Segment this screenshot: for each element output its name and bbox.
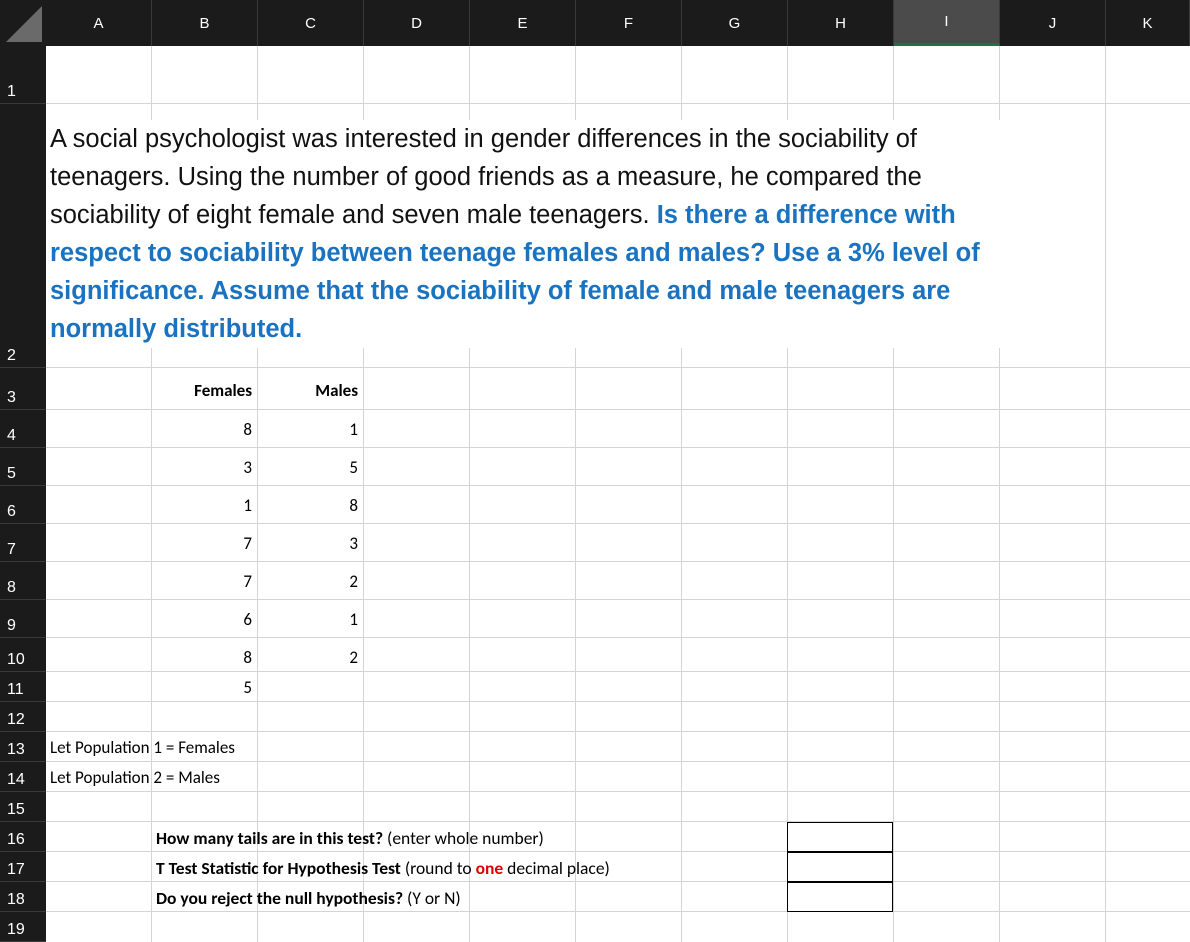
row-gridline — [46, 761, 1190, 762]
question-reject-null[interactable] — [156, 887, 461, 909]
row-gridline — [46, 851, 1190, 852]
population-1-label[interactable]: Let Population 1 = Females — [50, 737, 235, 758]
male-value-cell[interactable]: 1 — [349, 609, 358, 630]
female-value-cell[interactable]: 1 — [243, 495, 252, 516]
male-value-cell[interactable]: 1 — [349, 419, 358, 440]
row-gridline — [46, 523, 1190, 524]
row-gridline — [46, 447, 1190, 448]
male-value-cell[interactable]: 2 — [349, 571, 358, 592]
answer-test-statistic-input[interactable] — [787, 852, 893, 882]
row-header-5[interactable]: 5 — [0, 448, 46, 486]
column-header-e[interactable]: E — [470, 0, 576, 46]
row-header-14[interactable]: 14 — [0, 762, 46, 792]
column-header-d[interactable]: D — [364, 0, 470, 46]
column-gridline — [1105, 46, 1106, 942]
select-all-triangle-icon — [0, 0, 46, 46]
column-header-g[interactable]: G — [682, 0, 788, 46]
row-header-3[interactable]: 3 — [0, 368, 46, 410]
row-header-11[interactable]: 11 — [0, 672, 46, 702]
question-test-statistic[interactable] — [156, 857, 610, 879]
row-gridline — [46, 911, 1190, 912]
row-gridline — [46, 367, 1190, 368]
question-test-statistic-hint-pre: (round to — [400, 857, 476, 879]
row-header-18[interactable]: 18 — [0, 882, 46, 912]
row-header-10[interactable]: 10 — [0, 638, 46, 672]
female-value-cell[interactable]: 3 — [243, 457, 252, 478]
row-gridline — [46, 485, 1190, 486]
male-value-cell[interactable]: 3 — [349, 533, 358, 554]
row-header-8[interactable]: 8 — [0, 562, 46, 600]
row-gridline — [46, 561, 1190, 562]
row-gridline — [46, 791, 1190, 792]
question-tails-bold: How many tails are in this test? — [156, 827, 384, 849]
answer-reject-null-input[interactable] — [787, 882, 893, 912]
male-value-cell[interactable]: 8 — [349, 495, 358, 516]
population-2-label[interactable]: Let Population 2 = Males — [50, 767, 220, 788]
column-header-b[interactable]: B — [152, 0, 258, 46]
row-gridline — [46, 599, 1190, 600]
column-header-a[interactable]: A — [46, 0, 152, 46]
row-header-13[interactable]: 13 — [0, 732, 46, 762]
row-header-6[interactable]: 6 — [0, 486, 46, 524]
row-header-2[interactable]: 2 — [0, 104, 46, 368]
header-males[interactable]: Males — [315, 380, 358, 401]
row-gridline — [46, 637, 1190, 638]
question-test-statistic-bold: T Test Statistic for Hypothesis Test — [156, 857, 401, 879]
female-value-cell[interactable]: 8 — [243, 647, 252, 668]
row-header-9[interactable]: 9 — [0, 600, 46, 638]
question-test-statistic-hint-red: one — [475, 857, 504, 879]
row-gridline — [46, 671, 1190, 672]
question-tails-hint: (enter whole number) — [383, 827, 544, 849]
row-header-7[interactable]: 7 — [0, 524, 46, 562]
column-header-f[interactable]: F — [576, 0, 682, 46]
row-header-1[interactable]: 1 — [0, 46, 46, 104]
row-gridline — [46, 409, 1190, 410]
row-header-17[interactable]: 17 — [0, 852, 46, 882]
answer-tails-input[interactable] — [787, 822, 893, 852]
row-gridline — [46, 821, 1190, 822]
female-value-cell[interactable]: 5 — [243, 677, 252, 698]
question-reject-null-hint: (Y or N) — [403, 887, 461, 909]
problem-text: A social psychologist was interested in gender differences in the sociability of teenagers. Using the number of good friends as a measure, he compared the sociability of eight female and seven male teenagers. — [50, 125, 922, 229]
female-value-cell[interactable]: 6 — [243, 609, 252, 630]
female-value-cell[interactable]: 8 — [243, 419, 252, 440]
row-gridline — [46, 881, 1190, 882]
select-all-corner[interactable] — [0, 0, 46, 46]
row-header-4[interactable]: 4 — [0, 410, 46, 448]
row-header-12[interactable]: 12 — [0, 702, 46, 732]
row-gridline — [46, 701, 1190, 702]
header-females[interactable]: Females — [194, 380, 252, 401]
column-header-c[interactable]: C — [258, 0, 364, 46]
male-value-cell[interactable]: 5 — [349, 457, 358, 478]
row-header-16[interactable]: 16 — [0, 822, 46, 852]
column-header-i[interactable]: I — [894, 0, 1000, 46]
question-tails[interactable] — [156, 827, 544, 849]
problem-statement — [50, 120, 1000, 348]
male-value-cell[interactable]: 2 — [349, 647, 358, 668]
question-reject-null-bold: Do you reject the null hypothesis? — [156, 887, 404, 909]
row-gridline — [46, 103, 1190, 104]
column-header-k[interactable]: K — [1106, 0, 1190, 46]
row-header-19[interactable]: 19 — [0, 912, 46, 942]
column-header-h[interactable]: H — [788, 0, 894, 46]
problem-question: Is there a difference with respect to sociability between teenage females and males? Use a 3% level of significance. Assume that the sociability of female and male teenagers are normally distributed. — [50, 201, 980, 343]
female-value-cell[interactable]: 7 — [243, 533, 252, 554]
question-test-statistic-hint-post: decimal place) — [503, 857, 610, 879]
column-header-j[interactable]: J — [1000, 0, 1106, 46]
female-value-cell[interactable]: 7 — [243, 571, 252, 592]
row-gridline — [46, 731, 1190, 732]
row-header-15[interactable]: 15 — [0, 792, 46, 822]
